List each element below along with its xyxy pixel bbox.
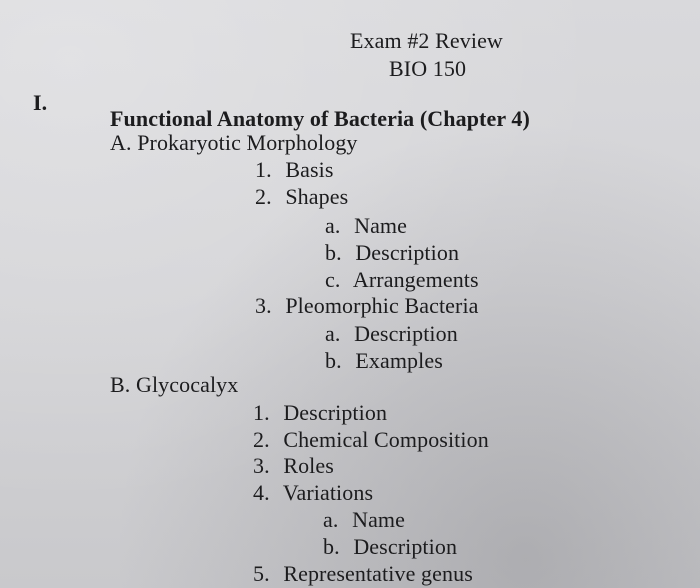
- subitem-text: Description: [355, 240, 460, 265]
- outline-item: [253, 480, 373, 506]
- outline-item: [253, 453, 334, 479]
- outline-item: [255, 184, 348, 210]
- item-text: Chemical Composition: [283, 427, 489, 452]
- item-number: 3.: [255, 293, 272, 318]
- subitem-text: Examples: [355, 348, 443, 373]
- item-number: 4.: [253, 480, 270, 505]
- outline-subitem: [325, 348, 443, 374]
- outline-subitem: [323, 534, 457, 560]
- subitem-letter: a.: [325, 213, 341, 238]
- item-text: Representative genus: [283, 561, 473, 586]
- item-number: 1.: [255, 157, 272, 182]
- outline-item: [253, 561, 473, 587]
- subitem-text: Description: [353, 534, 458, 559]
- outline-item: [253, 400, 387, 426]
- subitem-letter: b.: [325, 348, 342, 373]
- section-title: Functional Anatomy of Bacteria (Chapter 4): [110, 106, 530, 131]
- item-number: 2.: [255, 184, 272, 209]
- section-numeral: I.: [33, 90, 48, 115]
- item-text: Roles: [283, 453, 334, 478]
- item-number: 2.: [253, 427, 270, 452]
- item-text: Pleomorphic Bacteria: [285, 293, 479, 318]
- outline-item: [255, 293, 479, 319]
- subitem-letter: c.: [325, 267, 341, 292]
- outline-subitem: [325, 213, 407, 239]
- outline-subitem: [325, 267, 479, 293]
- subitem-letter: b.: [323, 534, 340, 559]
- subitem-text: Description: [354, 321, 458, 346]
- subitem-letter: a.: [325, 321, 341, 346]
- outline-item: [253, 427, 489, 453]
- outline-subitem: [323, 507, 405, 533]
- subitem-letter: a.: [323, 507, 339, 532]
- item-number: 1.: [253, 400, 270, 425]
- item-text: Shapes: [285, 184, 349, 209]
- document-title: Exam #2 Review: [350, 28, 503, 53]
- item-number: 3.: [253, 453, 270, 478]
- part-b-label: B. Glycocalyx: [110, 372, 239, 397]
- part-a-label: A. Prokaryotic Morphology: [110, 130, 358, 155]
- subitem-letter: b.: [325, 240, 342, 265]
- item-text: Variations: [282, 480, 374, 505]
- item-text: Description: [283, 400, 388, 425]
- course-code: BIO 150: [389, 56, 467, 81]
- outline-subitem: [325, 321, 458, 347]
- subitem-text: Name: [352, 507, 406, 532]
- item-text: Basis: [285, 157, 334, 182]
- outline-item: [255, 157, 334, 183]
- item-number: 5.: [253, 561, 270, 586]
- outline-subitem: [325, 240, 459, 266]
- subitem-text: Arrangements: [352, 267, 479, 292]
- subitem-text: Name: [354, 213, 408, 238]
